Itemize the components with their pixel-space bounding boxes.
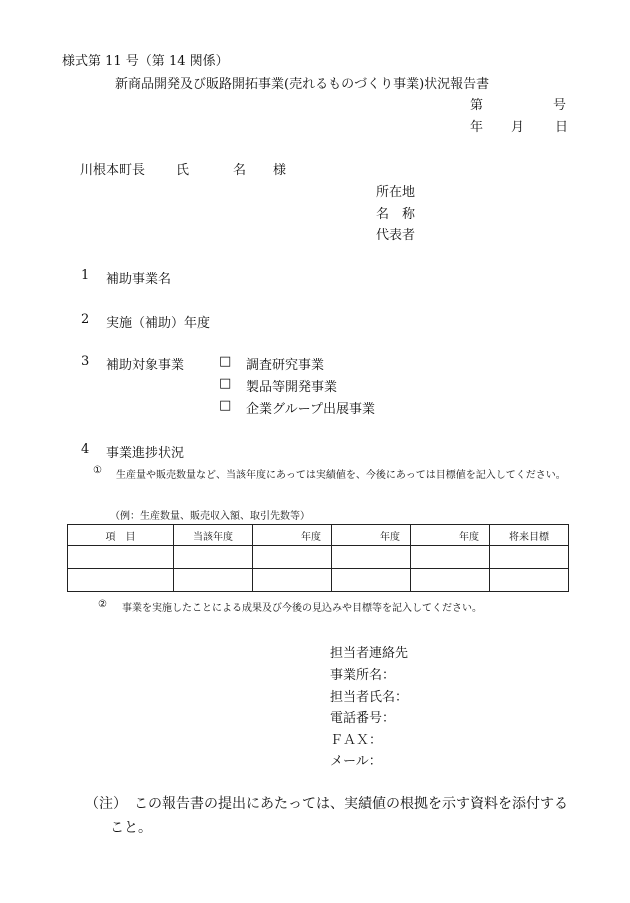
contact-fax-label: ＦＡＸ： <box>330 733 383 748</box>
note-label: （注） <box>85 796 127 812</box>
progress-item1-mark: ① <box>93 465 102 476</box>
checkbox-product-dev[interactable]: □ <box>219 376 232 391</box>
option-exhibition: 企業グループ出展事業 <box>246 402 375 417</box>
table-cell[interactable] <box>174 546 253 569</box>
addressee-shi: 氏 <box>176 163 190 178</box>
note-text-line2: こと。 <box>110 820 152 836</box>
section-2-label: 実施（補助）年度 <box>106 316 211 331</box>
table-cell[interactable] <box>411 546 490 569</box>
header-year-3: 年度 <box>411 525 490 546</box>
addressee-sama: 様 <box>273 163 287 178</box>
progress-item2-mark: ② <box>98 599 107 610</box>
table-cell[interactable] <box>332 569 411 592</box>
contact-email-label: メール： <box>330 754 382 769</box>
contact-phone-label: 電話番号： <box>330 711 396 726</box>
applicant-name-label: 名 称 <box>376 207 416 222</box>
progress-example: （例：生産数量、販売収入額、取引先数等） <box>110 511 310 522</box>
option-product-dev: 製品等開発事業 <box>246 380 338 395</box>
table-cell[interactable] <box>68 546 174 569</box>
progress-table <box>67 524 569 592</box>
table-row <box>68 546 569 569</box>
table-cell[interactable] <box>411 569 490 592</box>
table-cell[interactable] <box>68 569 174 592</box>
table-cell[interactable] <box>253 569 332 592</box>
addressee-title: 川根本町長 <box>80 163 146 178</box>
doc-number-prefix: 第 <box>470 98 484 113</box>
contact-person-label: 担当者氏名： <box>330 690 409 705</box>
table-cell[interactable] <box>490 569 569 592</box>
progress-item2-text: 事業を実施したことによる成果及び今後の見込みや目標等を記入してください。 <box>122 603 482 614</box>
applicant-rep-label: 代表者 <box>376 228 416 243</box>
section-4-number: 4 <box>81 442 90 457</box>
contact-office-label: 事業所名： <box>330 668 396 683</box>
progress-item1-text: 生産量や販売数量など、当該年度にあっては実績値を、今後にあっては目標値を記入してください。 <box>116 470 566 481</box>
header-item: 項 目 <box>68 525 174 546</box>
section-1-number: 1 <box>81 268 90 283</box>
form-number: 様式第 11 号（第 14 関係） <box>62 54 229 69</box>
table-row <box>68 569 569 592</box>
date-year: 年 <box>470 120 484 135</box>
header-year-2: 年度 <box>332 525 411 546</box>
table-cell[interactable] <box>490 546 569 569</box>
header-year-1: 年度 <box>253 525 332 546</box>
header-future-target: 将来目標 <box>490 525 569 546</box>
table-cell[interactable] <box>332 546 411 569</box>
checkbox-research[interactable]: □ <box>219 354 232 369</box>
section-1-label: 補助事業名 <box>106 272 172 287</box>
header-current-year: 当該年度 <box>174 525 253 546</box>
addressee-mei: 名 <box>233 163 247 178</box>
table-header-row <box>68 525 569 546</box>
date-day: 日 <box>555 120 569 135</box>
section-4-label: 事業進捗状況 <box>106 446 185 461</box>
table-cell[interactable] <box>253 546 332 569</box>
section-3-number: 3 <box>81 354 90 369</box>
section-2-number: 2 <box>81 312 90 327</box>
applicant-address-label: 所在地 <box>376 185 416 200</box>
option-research: 調査研究事業 <box>246 358 325 373</box>
note-text-line1: この報告書の提出にあたっては、実績値の根拠を示す資料を添付する <box>134 796 568 812</box>
table-cell[interactable] <box>174 569 253 592</box>
date-month: 月 <box>511 120 525 135</box>
checkbox-exhibition[interactable]: □ <box>219 398 232 413</box>
section-3-label: 補助対象事業 <box>106 358 185 373</box>
report-title: 新商品開発及び販路開拓事業(売れるものづくり事業)状況報告書 <box>115 77 490 92</box>
doc-number-suffix: 号 <box>553 98 567 113</box>
contact-heading: 担当者連絡先 <box>330 646 409 661</box>
